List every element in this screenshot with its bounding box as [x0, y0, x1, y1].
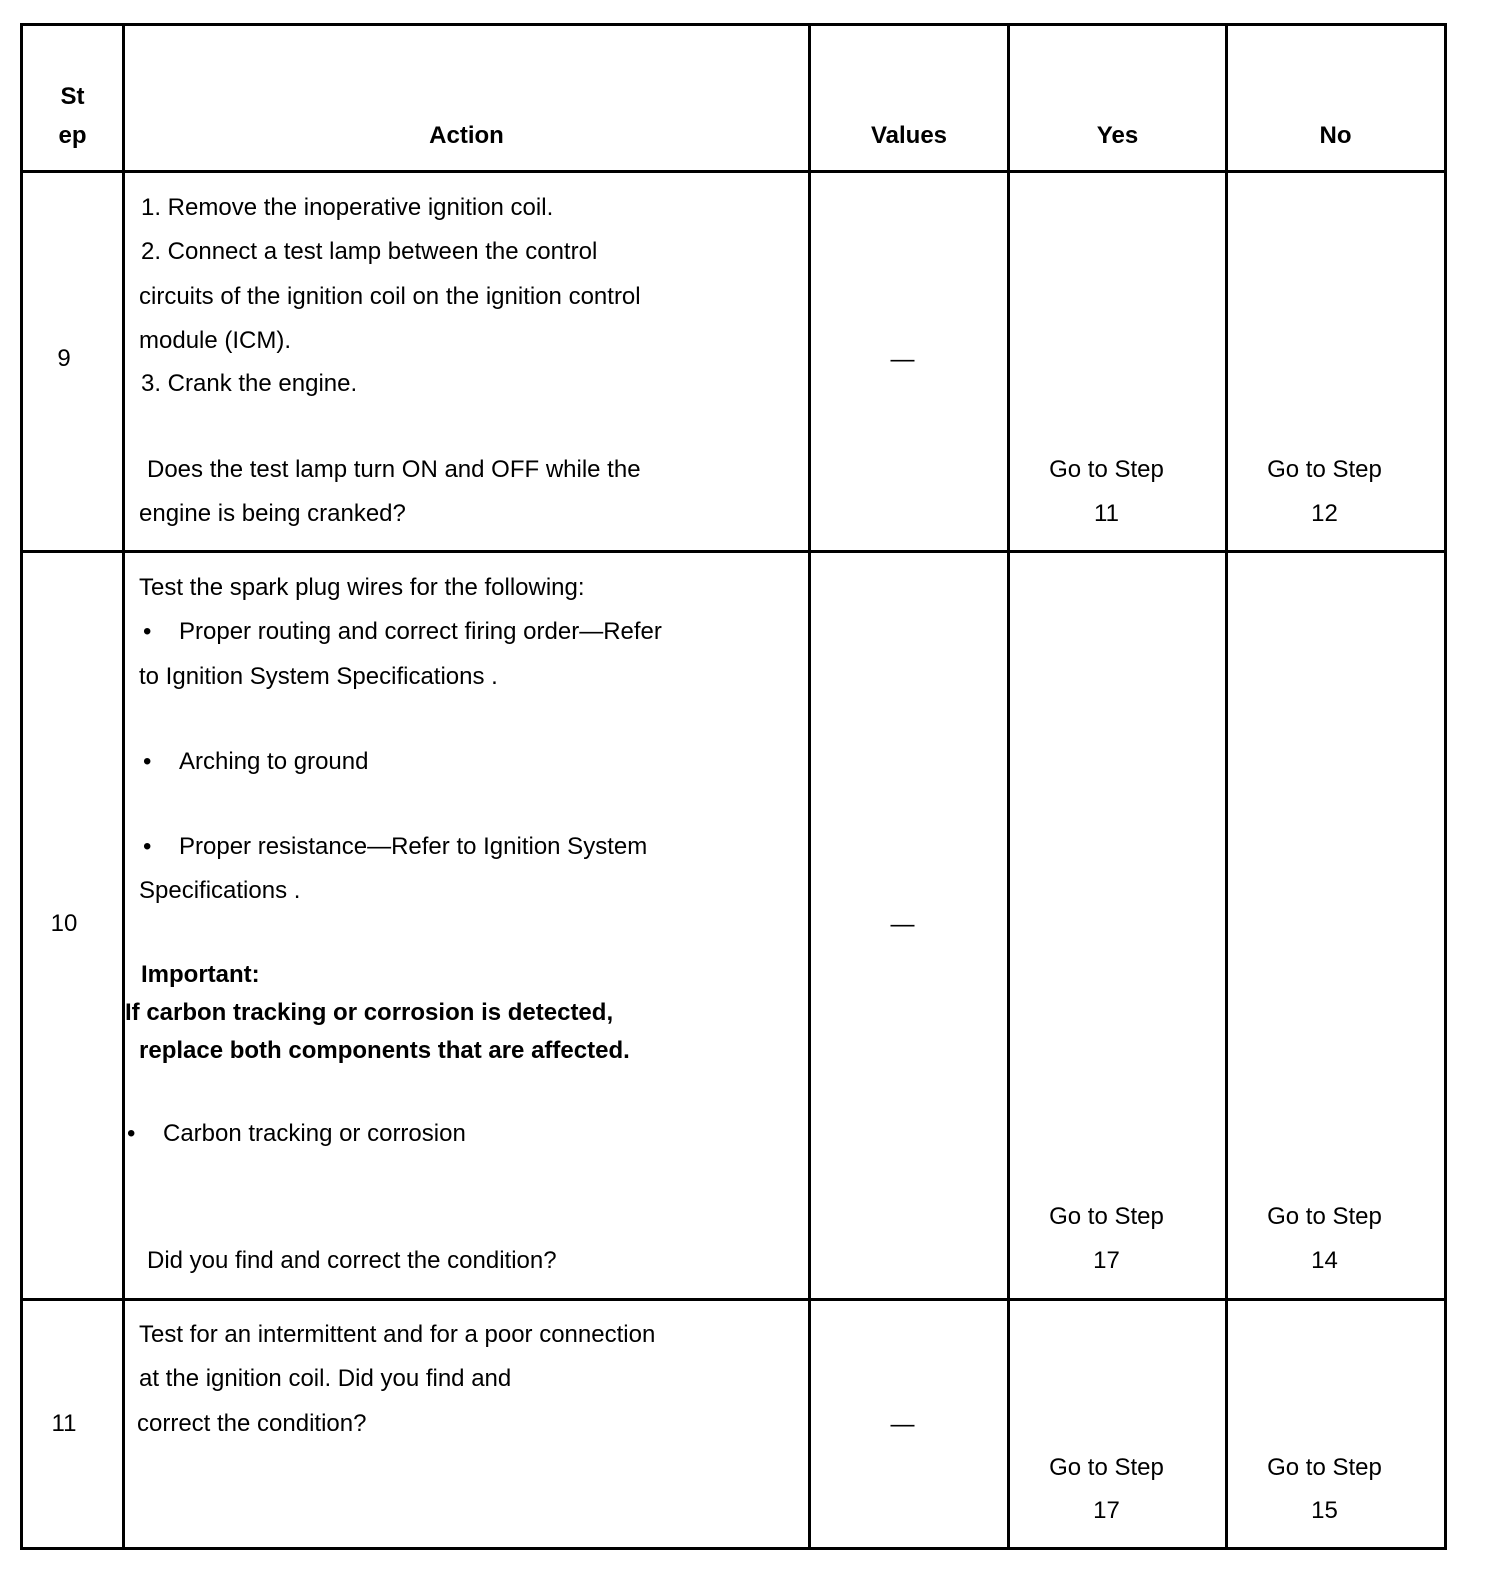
header-step-line1: St	[60, 83, 85, 110]
bullet-icon: •	[143, 748, 152, 775]
action-intro: Test the spark plug wires for the following:	[139, 574, 585, 601]
action-line: circuits of the ignition coil on the ignition control	[139, 283, 641, 310]
col-divider	[808, 26, 811, 1547]
action-line: 2. Connect a test lamp between the control	[141, 238, 598, 265]
header-action: Action	[429, 122, 504, 149]
col-divider	[1225, 26, 1228, 1547]
bullet-text: Proper resistance—Refer to Ignition System	[179, 833, 648, 860]
bullet-text: Carbon tracking or corrosion	[163, 1120, 466, 1147]
step-number: 10	[50, 910, 78, 937]
question-line: Did you find and correct the condition?	[147, 1247, 557, 1274]
header-no: No	[1319, 122, 1352, 149]
col-divider	[1007, 26, 1010, 1547]
col-divider	[122, 26, 125, 1547]
important-label: Important:	[141, 961, 260, 988]
row-divider	[23, 550, 1444, 553]
header-step-line2: ep	[58, 122, 87, 149]
row-divider	[23, 1298, 1444, 1301]
no-goto: Go to Step	[1267, 456, 1382, 483]
action-line: 3. Crank the engine.	[141, 370, 358, 397]
action-line: Test for an intermittent and for a poor connection	[139, 1321, 656, 1348]
header-values: Values	[870, 122, 948, 149]
no-goto: Go to Step	[1267, 1454, 1382, 1481]
bullet-icon: •	[143, 833, 152, 860]
yes-goto-step: 17	[1093, 1497, 1120, 1524]
action-line: correct the condition?	[137, 1410, 367, 1437]
yes-goto: Go to Step	[1049, 456, 1164, 483]
bullet-text: Proper routing and correct firing order—Refer	[179, 618, 662, 645]
action-line: 1. Remove the inoperative ignition coil.	[141, 194, 554, 221]
question-line: Does the test lamp turn ON and OFF while the	[147, 456, 641, 483]
question-line: engine is being cranked?	[139, 500, 406, 527]
bullet-text: Arching to ground	[179, 748, 369, 775]
header-yes: Yes	[1096, 122, 1139, 149]
important-text: replace both components that are affected.	[139, 1037, 630, 1064]
no-goto-step: 12	[1311, 500, 1338, 527]
value-dash: —	[890, 346, 915, 373]
step-number: 9	[57, 345, 71, 372]
no-goto: Go to Step	[1267, 1203, 1382, 1230]
bullet-icon: •	[143, 618, 152, 645]
value-dash: —	[890, 911, 915, 938]
no-goto-step: 14	[1311, 1247, 1338, 1274]
important-text: If carbon tracking or corrosion is detected,	[125, 999, 614, 1026]
step-number: 11	[51, 1410, 77, 1437]
bullet-icon: •	[127, 1120, 136, 1147]
no-goto-step: 15	[1311, 1497, 1338, 1524]
action-line: module (ICM).	[139, 327, 292, 354]
bullet-text: Specifications .	[139, 877, 301, 904]
value-dash: —	[890, 1411, 915, 1438]
yes-goto-step: 11	[1094, 500, 1119, 527]
action-line: at the ignition coil. Did you find and	[139, 1365, 512, 1392]
yes-goto: Go to Step	[1049, 1203, 1164, 1230]
bullet-text: to Ignition System Specifications .	[139, 663, 498, 690]
row-divider	[23, 170, 1444, 173]
yes-goto: Go to Step	[1049, 1454, 1164, 1481]
yes-goto-step: 17	[1093, 1247, 1120, 1274]
